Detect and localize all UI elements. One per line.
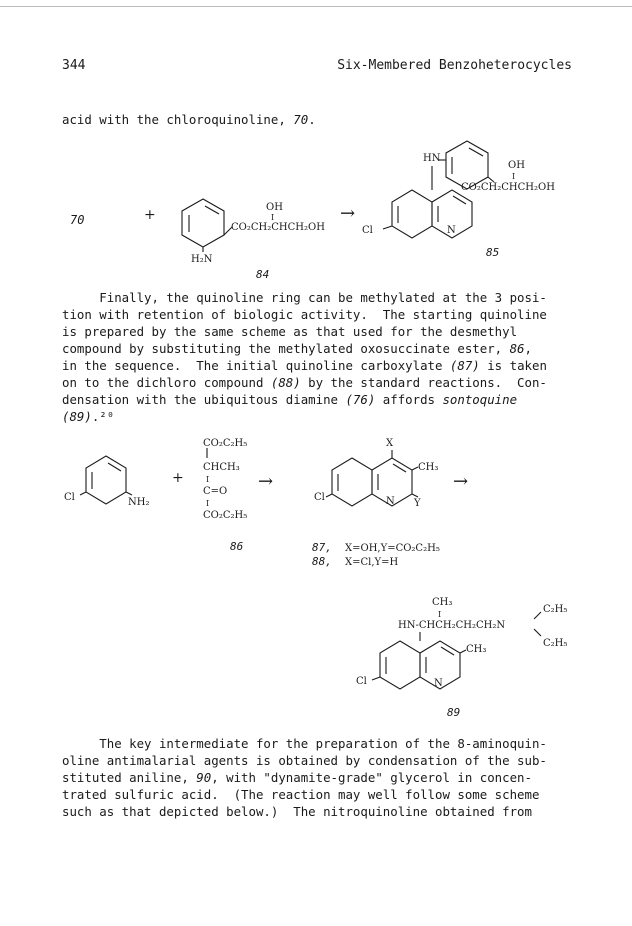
compound-label-70: 70 (70, 213, 85, 227)
ester-chain: CO₂CH₂CHCH₂OH (231, 222, 325, 233)
definition-88: X=Cl,Y=H (345, 557, 399, 568)
x-substituent: X (386, 438, 394, 449)
paragraph-methylation: Finally, the quinoline ring can be methylated at the 3 posi- tion with retention of biologic activity. The starting quinoline is prepared by the same scheme as that used for the desmethyl compound by substituting the methylated oxosuccinate ester, 86, in the sequence. The initial quinoline carboxylate (87) is taken on to the dichloro compound (88) by the standard reactions. Con- densation with the ubiquitous diamine (76) affords sontoquine (89).²⁰ (62, 290, 547, 424)
compound-label-89: 89 (447, 706, 461, 719)
bond-mark: I (271, 213, 275, 222)
compound-label-88: 88, (312, 555, 332, 568)
intro-line: acid with the chloroquinoline, 70. (62, 112, 316, 127)
ester-top: CO₂C₂H₅ (203, 438, 248, 449)
ester-chain: CO₂CH₂CHCH₂OH (461, 182, 555, 193)
compound-ref: (88) (270, 375, 301, 390)
compound-label-85: 85 (486, 246, 500, 259)
plus-sign: + (172, 470, 184, 486)
side-chain: HN-CHCH₂CH₂CH₂N (398, 620, 506, 631)
hydroxyl-label: OH (508, 160, 525, 171)
ethyl-bond (534, 629, 541, 636)
chloro-label: Cl (362, 225, 373, 236)
chloro-bond (372, 677, 380, 680)
compound-ref: 90 (196, 770, 212, 785)
ethyl-bond (534, 612, 541, 619)
page-number: 344 (62, 58, 86, 73)
bond-mark: I (206, 475, 210, 484)
bond-mark: I (512, 172, 516, 181)
chloro-label: Cl (64, 492, 75, 503)
definition-87: X=OH,Y=CO₂C₂H₅ (345, 543, 440, 554)
plus-sign: + (144, 207, 156, 223)
running-title: Six-Membered Benzoheterocycles (337, 58, 572, 73)
reaction-arrow: → (453, 471, 469, 492)
y-substituent: Y (414, 498, 421, 509)
ethyl-group: C₂H₅ (543, 604, 568, 615)
ring-nitrogen: N (434, 678, 443, 689)
bond-mark: I (438, 610, 442, 619)
chloro-label: Cl (314, 492, 325, 503)
amine-label: H₂N (191, 254, 213, 265)
methine-group: CHCH₃ (203, 462, 240, 473)
chloro-label: Cl (356, 676, 367, 687)
nh-label: HN (423, 153, 441, 164)
methyl-label: CH₃ (466, 644, 487, 655)
compound-ref: (87) (449, 358, 480, 373)
drug-name: sontoquine (442, 392, 518, 407)
compound-ref: (76) (345, 392, 376, 407)
amine-label: NH₂ (128, 497, 150, 508)
compound-label-84: 84 (256, 268, 270, 281)
ring-nitrogen: N (447, 225, 456, 236)
reaction-arrow: → (258, 471, 274, 492)
carbonyl-group: C=O (203, 486, 228, 497)
methyl-top: CH₃ (432, 597, 453, 608)
compound-ref: (89) (62, 409, 92, 424)
bond-mark: I (206, 499, 210, 508)
hydroxyl-label: OH (266, 202, 283, 213)
ring-nitrogen: N (386, 496, 395, 507)
methyl-label: CH₃ (418, 462, 439, 473)
paragraph-aminoquinoline: The key intermediate for the preparation of the 8-aminoquin- oline antimalarial agents is obtained by condensation of the sub- stituted aniline, 90, with "dynamite-grade" glycerol in concen- trated sulfuric acid. (The reaction may well follow some scheme such as that depicted below.) The nitroquinoline obtained from (62, 736, 547, 819)
reaction-arrow: → (340, 203, 356, 224)
compound-ref: 86 (509, 341, 525, 356)
compound-ref: 70 (293, 112, 309, 127)
ethyl-group: C₂H₅ (543, 638, 568, 649)
ester-bottom: CO₂C₂H₅ (203, 510, 248, 521)
compound-label-86: 86 (230, 540, 244, 553)
compound-label-87: 87, (312, 541, 332, 554)
